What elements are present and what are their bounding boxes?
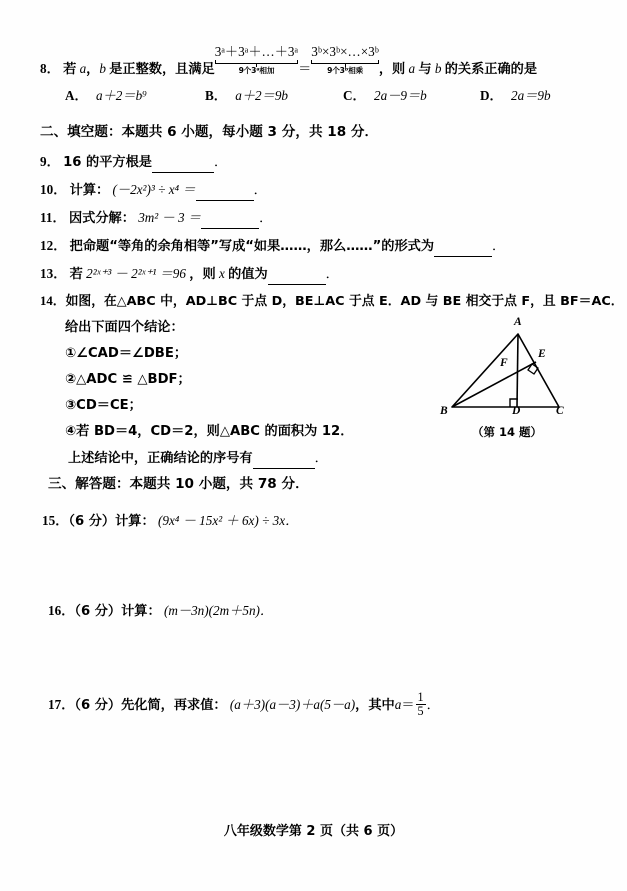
figure-label-E: E	[538, 348, 546, 360]
q12-answer-blank[interactable]	[434, 236, 492, 257]
q15-expression: (9x⁴ － 15x² ＋ 6x) ÷ 3x．	[157, 513, 299, 528]
q8-text-c: ，则	[378, 61, 406, 77]
question-12-number: 12．	[40, 238, 67, 253]
q12-period: ．	[492, 238, 506, 253]
question-8-stem	[40, 42, 537, 80]
option-b-label: B．	[205, 88, 227, 103]
q9-period: ．	[213, 154, 228, 169]
question-9-number: 9．	[40, 154, 60, 169]
q11-expression: 3m² － 3 ＝	[138, 210, 202, 225]
question-8-option-c[interactable]	[343, 86, 427, 106]
q13-text-b: ，则	[189, 267, 216, 282]
q10-period: ．	[253, 182, 267, 197]
q8-text-e: 的关系正确的是	[444, 61, 538, 77]
section-3-heading: 三、解答题：本题共 10 小题，共 78 分．	[48, 476, 309, 492]
q14-tail-text: 上述结论中，正确结论的序号有	[68, 451, 253, 466]
question-15	[42, 511, 298, 532]
q14-line1-text: 如图，在△ABC 中，AD⊥BC 于点 D，BE⊥AC 于点 E．AD 与 BE 相交于点 F，且 BF＝AC．	[65, 294, 624, 309]
q13-text-a: 若	[69, 267, 83, 282]
figure-label-C: C	[556, 405, 564, 417]
figure-label-F: F	[500, 357, 508, 369]
q10-label: 计算：	[69, 183, 110, 198]
q11-answer-blank[interactable]	[201, 208, 259, 229]
option-c-label: C．	[343, 88, 366, 103]
question-15-number: 15．	[42, 513, 69, 528]
question-8-option-b[interactable]	[205, 86, 288, 106]
q8-var-b: b	[99, 60, 106, 76]
question-14-conclusion-1: ①∠CAD＝∠DBE；	[65, 346, 188, 361]
question-8-option-d[interactable]	[480, 86, 551, 106]
q11-label: 因式分解：	[68, 211, 135, 226]
q17-expression: (a＋3)(a－3)＋a(5－a)	[229, 696, 356, 712]
q16-label: 计算：	[121, 604, 161, 619]
question-14-number: 14．	[40, 294, 66, 308]
question-13-number: 13．	[40, 266, 67, 281]
q15-label: 计算：	[115, 514, 155, 529]
question-14-tail	[68, 448, 328, 469]
q10-answer-blank[interactable]	[196, 180, 254, 201]
q8-text-d: 与	[418, 61, 432, 77]
q8-sum-expression: 3ᵃ＋3ᵃ＋…＋3ᵃ	[214, 44, 299, 59]
question-12	[40, 236, 505, 257]
question-14-conclusion-2: ②△ADC ≌ △BDF；	[65, 372, 191, 387]
q17-eq: ＝	[401, 696, 415, 712]
q13-answer-blank[interactable]	[268, 264, 326, 285]
question-14-conclusion-3: ③CD＝CE；	[65, 398, 142, 413]
q10-expression: (－2x²)³ ÷ x⁴ ＝	[112, 182, 196, 197]
q13-period: ．	[325, 266, 339, 281]
question-9	[40, 152, 227, 173]
q8-sum-underbrace	[215, 42, 298, 76]
question-8-number: 8．	[40, 60, 60, 76]
question-11-number: 11．	[40, 210, 66, 225]
option-b-text: a＋2＝9b	[235, 88, 289, 103]
question-17-number: 17．	[48, 696, 75, 712]
q8-equals: ＝	[298, 60, 312, 76]
q17-fraction-numerator: 1	[417, 690, 424, 704]
q9-answer-blank[interactable]	[152, 152, 214, 173]
option-c-text: 2a－9＝b	[374, 88, 427, 103]
q16-expression: (m－3n)(2m＋5n)．	[163, 603, 274, 618]
q11-period: ．	[259, 210, 273, 225]
q9-text: 16 的平方根是	[63, 155, 152, 170]
q8-sum-brace-label: 9个3ᵃ相加	[238, 65, 275, 75]
q17-fraction	[416, 691, 426, 717]
q17-mid: ，其中	[355, 697, 395, 713]
question-10-number: 10．	[40, 182, 67, 197]
section-2-heading: 二、填空题：本题共 6 小题，每小题 3 分，共 18 分．	[40, 124, 379, 140]
option-a-label: A．	[65, 88, 88, 103]
q15-points: （6 分）	[68, 514, 116, 529]
figure-caption-14: （第 14 题）	[471, 425, 542, 439]
figure-label-D: D	[512, 405, 521, 417]
option-d-text: 2a＝9b	[511, 88, 551, 103]
figure-label-B: B	[440, 405, 448, 417]
q17-period: ．	[426, 696, 440, 712]
q13-var-x: x	[218, 266, 225, 281]
question-14-line-2: 给出下面四个结论：	[65, 320, 184, 335]
q8-product-expression: 3ᵇ×3ᵇ×…×3ᵇ	[311, 44, 379, 59]
q17-fraction-denominator: 5	[417, 703, 424, 718]
q8-var-b2: b	[434, 60, 442, 76]
q14-answer-blank[interactable]	[253, 448, 315, 469]
q17-label: 先化简，再求值：	[121, 697, 227, 713]
q13-expression: 2²ˣ⁺³ － 2²ˣ⁺¹ ＝96	[86, 266, 186, 281]
q8-text-a: 若	[63, 61, 77, 77]
page-footer: 八年级数学第 2 页（共 6 页）	[223, 824, 404, 839]
question-16-number: 16．	[48, 603, 75, 618]
figure-label-A: A	[514, 316, 522, 328]
question-14-line-1	[40, 292, 624, 311]
question-13	[40, 264, 339, 285]
q16-points: （6 分）	[74, 604, 122, 619]
q8-product-brace-label: 9个3ᵇ相乘	[327, 65, 363, 75]
q17-var-a: a	[394, 696, 402, 712]
question-8-option-a[interactable]	[65, 86, 147, 106]
option-d-label: D．	[480, 88, 503, 103]
question-11	[40, 208, 272, 229]
q8-var-a: a	[79, 60, 87, 76]
q14-period: ．	[314, 450, 328, 465]
q12-text: 把命题“等角的余角相等”写成“如果……，那么……”的形式为	[69, 239, 435, 254]
q17-points: （6 分）	[74, 697, 122, 713]
question-14-conclusion-4: ④若 BD＝4，CD＝2，则△ABC 的面积为 12．	[65, 424, 354, 439]
question-17	[48, 691, 440, 717]
q8-comma: ，	[86, 61, 100, 77]
question-14-figure	[432, 312, 582, 422]
q8-text-b: 是正整数，且满足	[109, 61, 215, 77]
q8-var-a2: a	[408, 60, 416, 76]
q8-product-underbrace	[311, 42, 379, 76]
q13-text-c: 的值为	[228, 267, 268, 282]
option-a-text: a＋2＝b⁹	[96, 88, 147, 103]
question-10	[40, 180, 267, 201]
question-16	[48, 601, 273, 622]
